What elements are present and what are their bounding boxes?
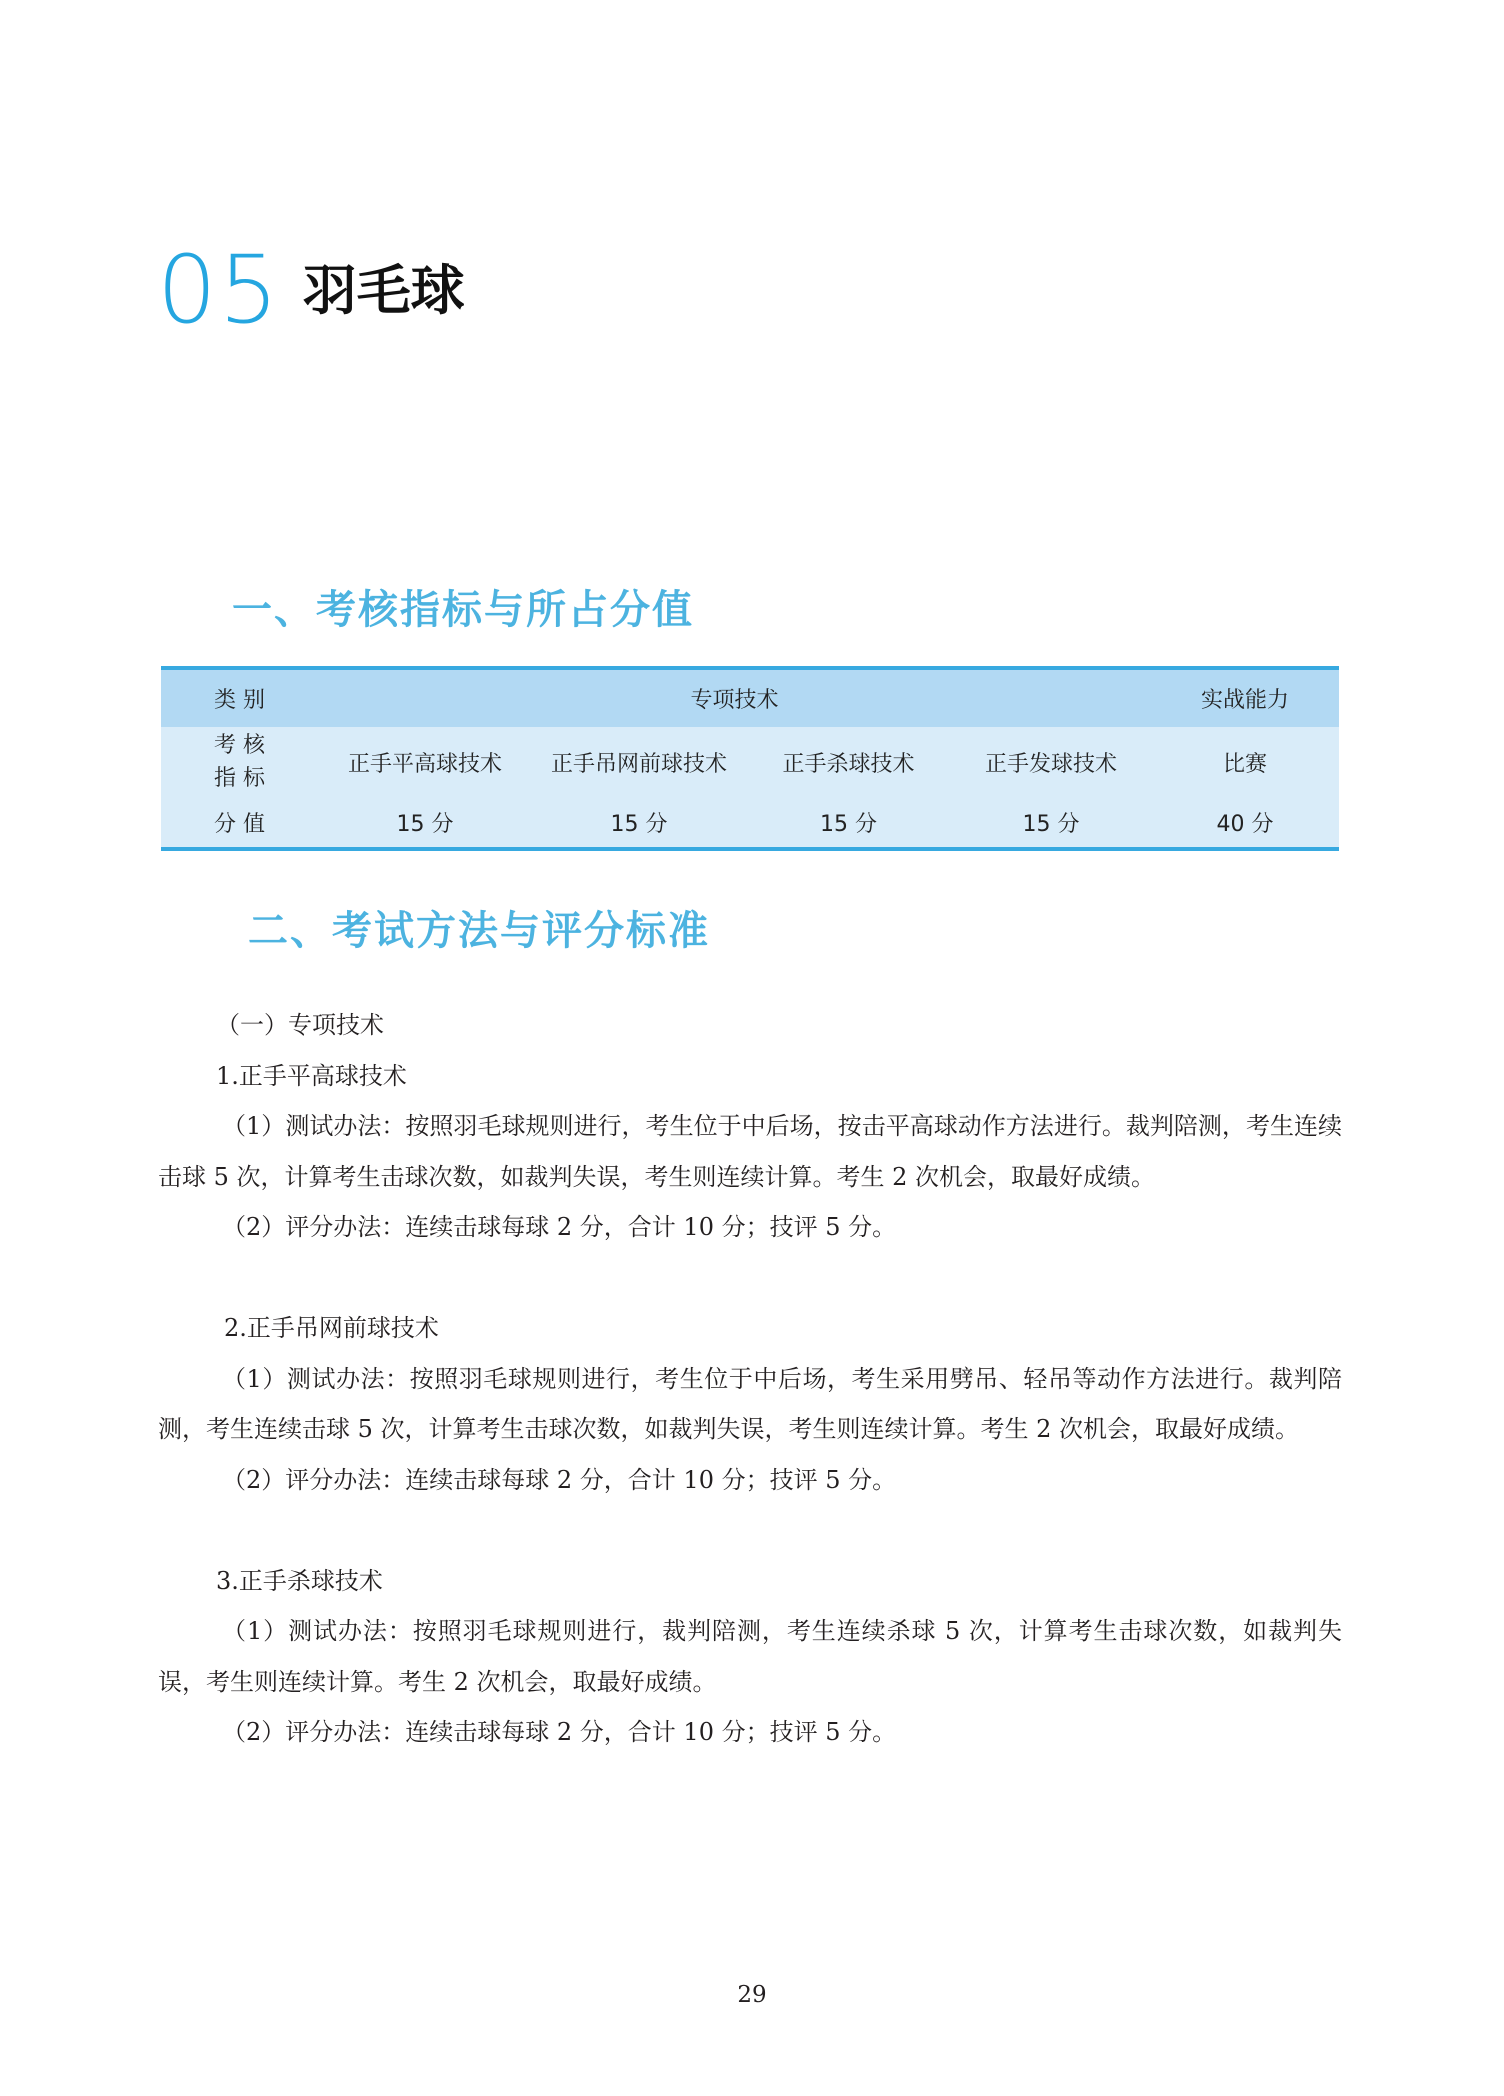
item-cell: 正手发球技术 <box>984 751 1117 777</box>
table-row-category <box>161 670 1339 727</box>
chapter-number: 05 <box>157 236 281 345</box>
item-title: 1.正手平高球技术 <box>216 1061 407 1090</box>
scoring-method: （2）评分办法：连续击球每球 2 分，合计 10 分；技评 5 分。 <box>222 1213 897 1241</box>
score-table <box>161 666 1339 851</box>
scores-label: 分 值 <box>214 811 265 837</box>
item-title: 3.正手杀球技术 <box>216 1566 383 1595</box>
category-tech: 专项技术 <box>690 688 779 713</box>
score-cell: 15 分 <box>396 811 454 837</box>
test-method: （1）测试办法：按照羽毛球规则进行，考生位于中后场，考生采用劈吊、轻吊等动作方法进行。裁判陪测，考生连续击球 5 次，计算考生击球次数，如裁判失误，考生则连续计算。考生 2 次机会，取最好成绩。 <box>158 1364 1342 1443</box>
table-row-scores <box>161 797 1339 847</box>
methods-body <box>158 1000 1342 1758</box>
test-method: （1）测试办法：按照羽毛球规则进行，考生位于中后场，按击平高球动作方法进行。裁判陪测，考生连续击球 5 次，计算考生击球次数，如裁判失误，考生则连续计算。考生 2 次机会，取最好成绩。 <box>158 1112 1342 1191</box>
items-label <box>161 729 318 795</box>
item-cell: 正手杀球技术 <box>782 751 915 777</box>
score-cell: 40 分 <box>1216 811 1274 837</box>
section-heading-methods: 二、考试方法与评分标准 <box>248 908 710 954</box>
subsection-heading: （一）专项技术 <box>216 1011 384 1039</box>
score-cell: 15 分 <box>610 811 668 837</box>
chapter-title: 羽毛球 <box>302 259 465 322</box>
category-battle: 实战能力 <box>1200 688 1289 713</box>
score-cell: 15 分 <box>820 811 877 837</box>
scoring-method: （2）评分办法：连续击球每球 2 分，合计 10 分；技评 5 分。 <box>222 1465 897 1494</box>
page-number: 29 <box>737 1982 767 2008</box>
score-cell: 15 分 <box>1022 811 1080 837</box>
test-method: （1）测试办法：按照羽毛球规则进行，裁判陪测，考生连续杀球 5 次，计算考生击球次数，如裁判失误，考生则连续计算。考生 2 次机会，取最好成绩。 <box>158 1617 1342 1696</box>
items-label-line1: 考 核 <box>214 733 265 758</box>
category-label: 类 别 <box>214 688 265 713</box>
table-row-items <box>161 727 1339 797</box>
item-cell: 正手吊网前球技术 <box>550 751 727 777</box>
scoring-method: （2）评分办法：连续击球每球 2 分，合计 10 分；技评 5 分。 <box>222 1718 897 1746</box>
item-title: 2.正手吊网前球技术 <box>224 1314 439 1342</box>
items-label-line2: 指 标 <box>214 766 265 791</box>
item-cell: 正手平高球技术 <box>347 751 502 777</box>
chapter-header <box>157 236 465 346</box>
section-heading-assessment: 一、考核指标与所占分值 <box>232 587 694 633</box>
item-cell: 比赛 <box>1222 751 1267 777</box>
